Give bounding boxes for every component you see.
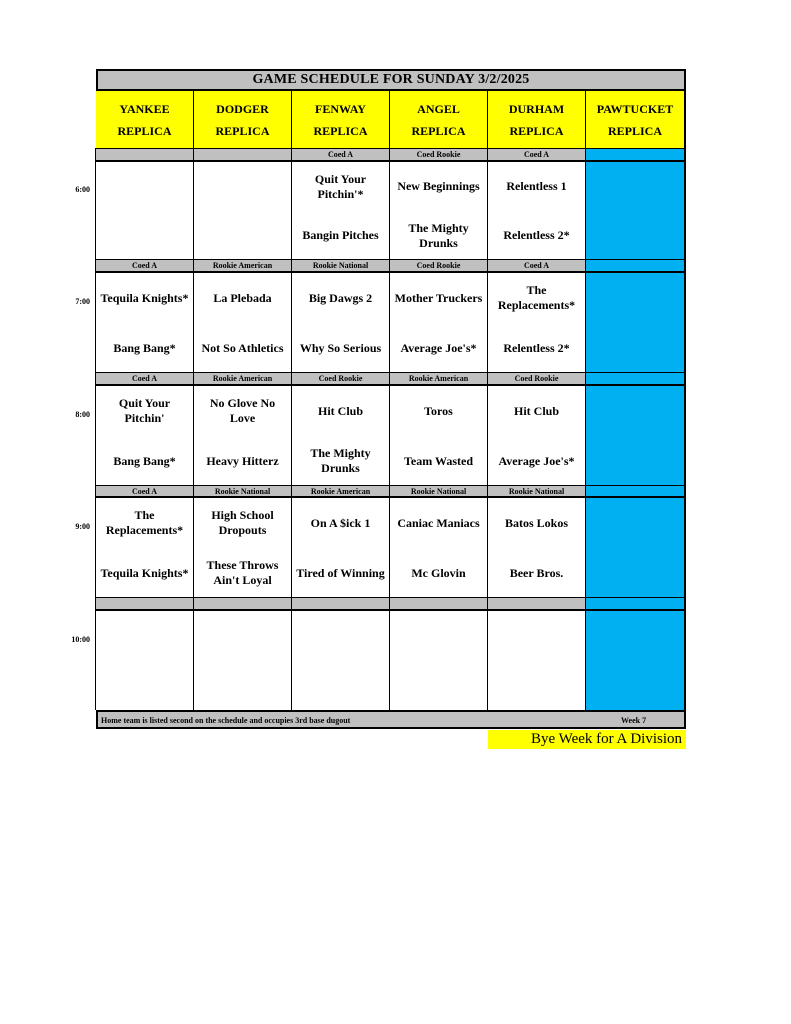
- division-label: Rookie American: [292, 485, 390, 498]
- game-cell: [292, 498, 390, 597]
- division-label: Coed Rookie: [390, 259, 488, 273]
- time-label: 8:00: [75, 410, 90, 419]
- home-team: Tired of Winning: [292, 548, 389, 598]
- game-cell: [96, 162, 194, 259]
- game-cell: [488, 162, 586, 259]
- home-team: Beer Bros.: [488, 548, 585, 598]
- home-team: The Mighty Drunks: [390, 211, 487, 260]
- away-team: Caniac Maniacs: [390, 498, 487, 548]
- bye-field-cell: [586, 162, 686, 259]
- division-label-bye: [586, 259, 686, 273]
- away-team: Tequila Knights*: [96, 273, 193, 323]
- away-team: [390, 611, 487, 661]
- away-team: The Replacements*: [96, 498, 193, 548]
- bye-field-cell: [586, 498, 686, 597]
- division-label: [96, 148, 194, 162]
- division-label: Coed Rookie: [488, 372, 586, 386]
- division-label: Rookie National: [194, 485, 292, 498]
- bye-field-cell: [586, 611, 686, 710]
- home-team: Bangin Pitches: [292, 211, 389, 260]
- division-label-bye: [586, 597, 686, 611]
- bye-week-note: Bye Week for A Division: [488, 730, 686, 749]
- home-team: The Mighty Drunks: [292, 436, 389, 486]
- division-label: [194, 597, 292, 611]
- home-team: These Throws Ain't Loyal: [194, 548, 291, 598]
- game-cell: [390, 611, 488, 710]
- division-label: Rookie National: [390, 485, 488, 498]
- game-cell: [488, 386, 586, 485]
- away-team: Batos Lokos: [488, 498, 585, 548]
- away-team: [194, 611, 291, 661]
- away-team: [488, 611, 585, 661]
- home-team: [390, 661, 487, 711]
- field-name: DODGER: [216, 101, 269, 116]
- division-label: Rookie National: [292, 259, 390, 273]
- game-cell: [194, 386, 292, 485]
- field-subtitle: REPLICA: [313, 123, 368, 138]
- bye-field-cell: [586, 273, 686, 372]
- field-name: FENWAY: [315, 101, 366, 116]
- division-label: Coed A: [292, 148, 390, 162]
- game-cell: [390, 386, 488, 485]
- field-name: YANKEE: [119, 101, 170, 116]
- field-subtitle: REPLICA: [117, 123, 172, 138]
- time-label: 6:00: [75, 185, 90, 194]
- home-team: Average Joe's*: [390, 323, 487, 373]
- home-team: Bang Bang*: [96, 436, 193, 486]
- field-header-angel: [390, 91, 488, 148]
- schedule-title: GAME SCHEDULE FOR SUNDAY 3/2/2025: [96, 69, 686, 91]
- game-cell: [194, 498, 292, 597]
- away-team: No Glove No Love: [194, 386, 291, 436]
- division-label: Coed A: [96, 485, 194, 498]
- home-team: [488, 661, 585, 711]
- home-team: [96, 661, 193, 711]
- home-team-note: Home team is listed second on the schedule and occupies 3rd base dugout: [101, 716, 351, 725]
- week-label: Week 7: [621, 716, 647, 725]
- division-label-bye: [586, 485, 686, 498]
- division-label-bye: [586, 372, 686, 386]
- field-name: DURHAM: [508, 101, 565, 116]
- division-label: Coed A: [488, 148, 586, 162]
- away-team: Hit Club: [488, 386, 585, 436]
- away-team: [194, 162, 291, 211]
- away-team: La Plebada: [194, 273, 291, 323]
- away-team: [96, 162, 193, 211]
- game-cell: [194, 611, 292, 710]
- home-team: Mc Glovin: [390, 548, 487, 598]
- division-label: [390, 597, 488, 611]
- game-cell: [194, 162, 292, 259]
- bye-field-cell: [586, 386, 686, 485]
- home-team: Relentless 2*: [488, 211, 585, 260]
- home-team: Average Joe's*: [488, 436, 585, 486]
- division-label-bye: [586, 148, 686, 162]
- field-header-fenway: [292, 91, 390, 148]
- division-label: Coed A: [96, 372, 194, 386]
- game-cell: [390, 498, 488, 597]
- field-subtitle: REPLICA: [607, 123, 662, 138]
- away-team: Toros: [390, 386, 487, 436]
- home-team: Why So Serious: [292, 323, 389, 373]
- away-team: New Beginnings: [390, 162, 487, 211]
- away-team: The Replacements*: [488, 273, 585, 323]
- field-subtitle: REPLICA: [509, 123, 564, 138]
- field-subtitle: REPLICA: [411, 123, 466, 138]
- division-label: Coed Rookie: [390, 148, 488, 162]
- time-label: 10:00: [71, 635, 90, 644]
- away-team: Quit Your Pitchin'*: [292, 162, 389, 211]
- division-label: Rookie American: [194, 372, 292, 386]
- division-label: [488, 597, 586, 611]
- field-header-dodger: [194, 91, 292, 148]
- game-cell: [390, 273, 488, 372]
- game-cell: [96, 273, 194, 372]
- division-label: [96, 597, 194, 611]
- away-team: High School Dropouts: [194, 498, 291, 548]
- away-team: Quit Your Pitchin': [96, 386, 193, 436]
- footer-bar: [96, 710, 686, 729]
- division-label: Rookie American: [390, 372, 488, 386]
- game-cell: [292, 273, 390, 372]
- division-label: Rookie American: [194, 259, 292, 273]
- game-cell: [292, 611, 390, 710]
- away-team: [292, 611, 389, 661]
- field-name: PAWTUCKET: [596, 101, 674, 116]
- away-team: Relentless 1: [488, 162, 585, 211]
- game-cell: [96, 386, 194, 485]
- division-label: Rookie National: [488, 485, 586, 498]
- game-cell: [292, 386, 390, 485]
- away-team: [96, 611, 193, 661]
- field-subtitle: REPLICA: [215, 123, 270, 138]
- home-team: Tequila Knights*: [96, 548, 193, 598]
- game-cell: [488, 611, 586, 710]
- game-cell: [488, 498, 586, 597]
- away-team: On A $ick 1: [292, 498, 389, 548]
- time-label: 9:00: [75, 522, 90, 531]
- field-header-yankee: [96, 91, 194, 148]
- time-label: 7:00: [75, 297, 90, 306]
- game-cell: [292, 162, 390, 259]
- game-cell: [96, 498, 194, 597]
- game-cell: [390, 162, 488, 259]
- home-team: Bang Bang*: [96, 323, 193, 373]
- game-cell: [96, 611, 194, 710]
- game-cell: [194, 273, 292, 372]
- home-team: [96, 211, 193, 260]
- away-team: Mother Truckers: [390, 273, 487, 323]
- home-team: Heavy Hitterz: [194, 436, 291, 486]
- away-team: Hit Club: [292, 386, 389, 436]
- home-team: Team Wasted: [390, 436, 487, 486]
- home-team: [292, 661, 389, 711]
- home-team: Relentless 2*: [488, 323, 585, 373]
- home-team: [194, 661, 291, 711]
- division-label: Coed A: [96, 259, 194, 273]
- field-name: ANGEL: [417, 101, 460, 116]
- field-header-durham: [488, 91, 586, 148]
- division-label: [194, 148, 292, 162]
- game-cell: [488, 273, 586, 372]
- home-team: Not So Athletics: [194, 323, 291, 373]
- division-label: Coed Rookie: [292, 372, 390, 386]
- division-label: [292, 597, 390, 611]
- home-team: [194, 211, 291, 260]
- field-header-pawtucket: [586, 91, 686, 148]
- division-label: Coed A: [488, 259, 586, 273]
- away-team: Big Dawgs 2: [292, 273, 389, 323]
